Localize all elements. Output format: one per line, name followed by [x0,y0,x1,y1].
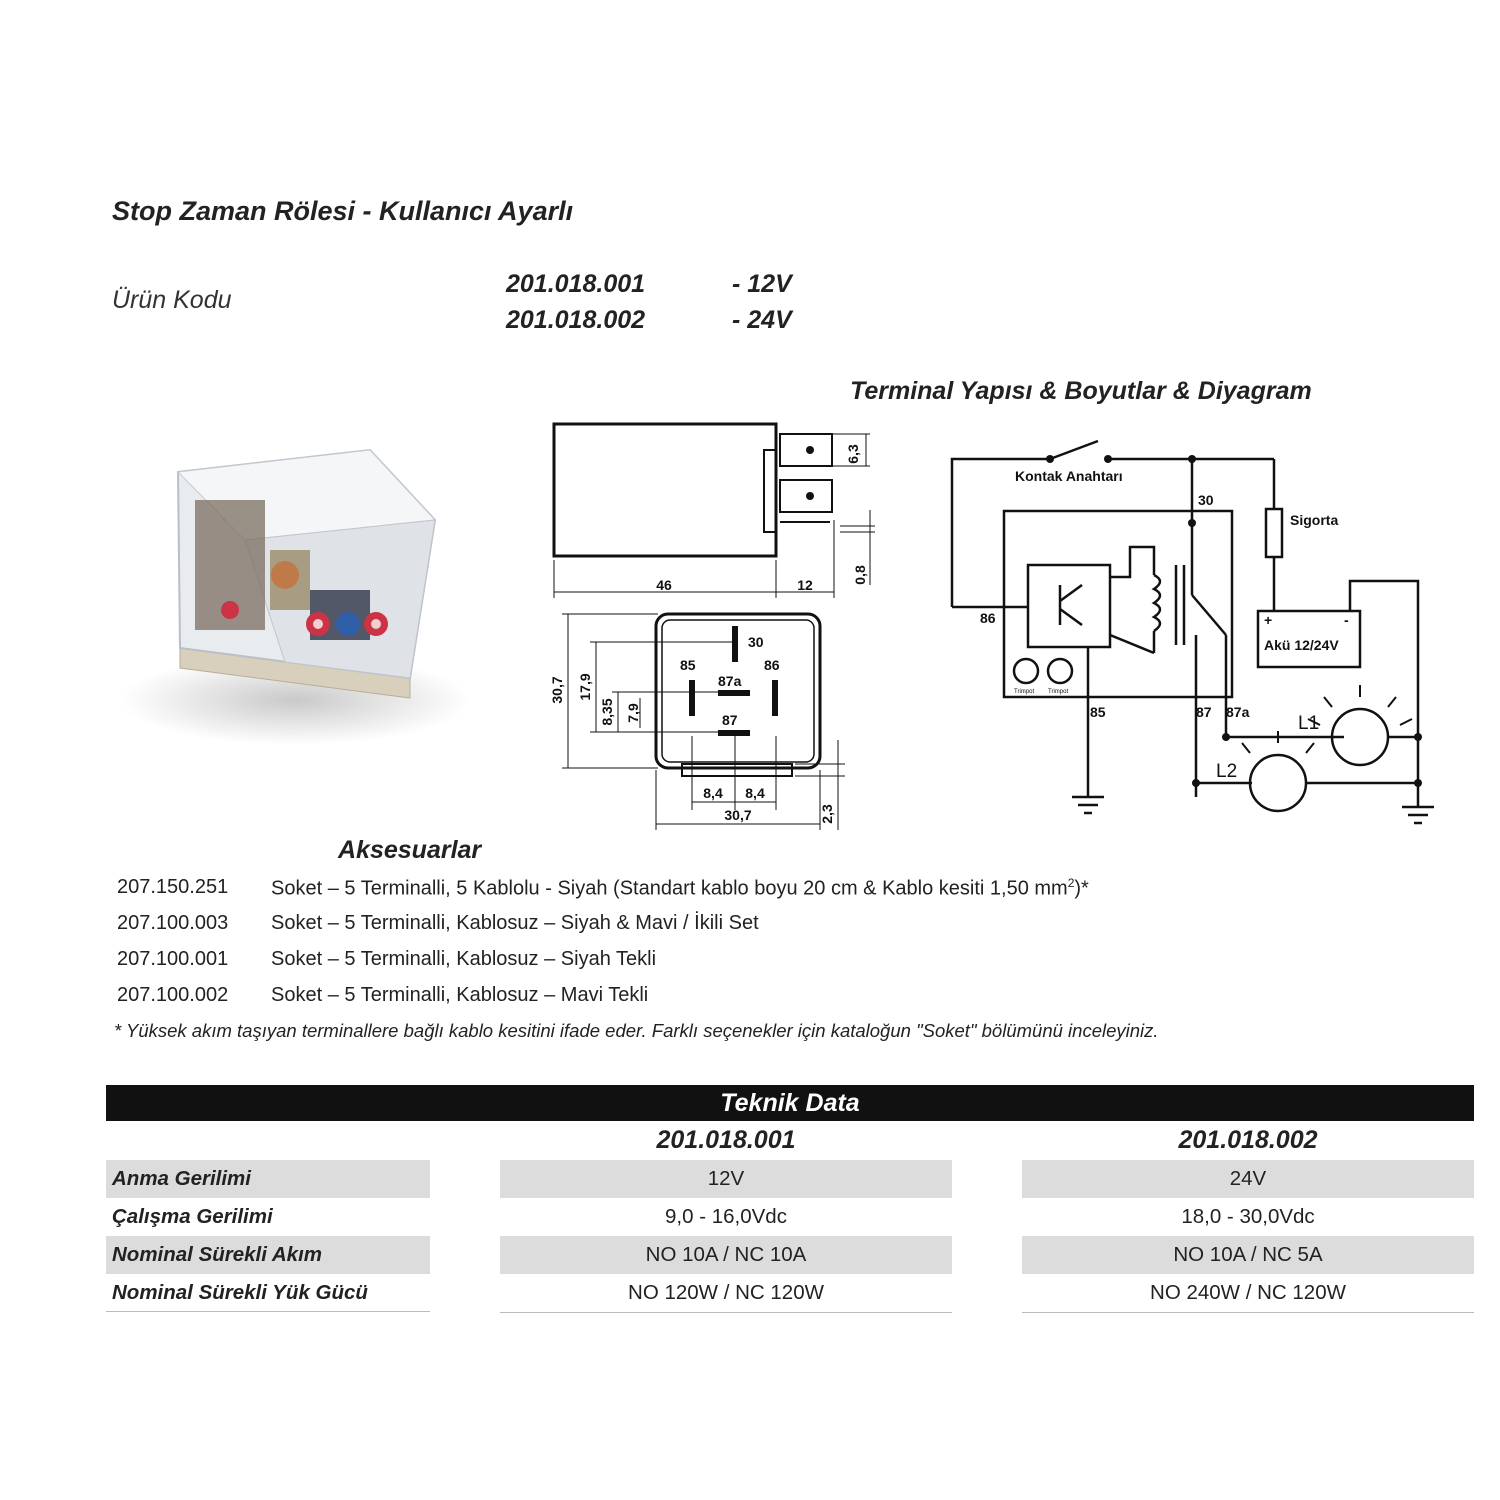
label-kontak-anahtari: Kontak Anahtarı [1015,468,1123,484]
dim-8-35: 8,35 [599,698,615,726]
tech-cell-12v: NO 120W / NC 120W [500,1274,952,1313]
tech-column-head-1: 201.018.001 [656,1126,796,1154]
product-voltage-2: - 24V [732,306,792,334]
tech-data-header-bar [106,1085,1474,1121]
dim-2-3: 2,3 [819,804,835,824]
diagram-title: Terminal Yapısı & Boyutlar & Diyagram [850,377,1312,405]
label-lamp-l1: L1 [1298,713,1320,734]
product-voltage-1: - 12V [732,270,792,298]
label-aku: Akü 12/24V [1264,637,1339,653]
terminal-86: 86 [764,657,780,673]
tech-cell-12v: NO 10A / NC 10A [500,1236,952,1274]
accessory-desc: Soket – 5 Terminalli, Kablosuz – Siyah Tekli [271,948,657,970]
page-title: Stop Zaman Rölesi - Kullanıcı Ayarlı [112,196,574,226]
label-battery-plus: + [1264,612,1273,628]
tech-row-label: Çalışma Gerilimi [112,1205,273,1228]
product-code-2: 201.018.002 [506,306,646,334]
tech-cell-12v: 12V [500,1160,952,1198]
tech-column-head-2: 201.018.002 [1178,1126,1318,1154]
accessory-desc: Soket – 5 Terminalli, Kablosuz – Mavi Tekli [271,984,649,1006]
terminal-85: 85 [680,657,696,673]
accessory-desc: Soket – 5 Terminalli, Kablosuz – Siyah & Mavi / İkili Set [271,912,759,934]
product-code-label: Ürün Kodu [112,286,232,314]
label-node-85: 85 [1090,704,1106,720]
tech-row-label: Nominal Sürekli Yük Gücü [106,1274,430,1312]
tech-cell-24v: NO 10A / NC 5A [1022,1236,1474,1274]
dim-8-4-b: 8,4 [745,785,765,801]
relay-product-photo [110,400,480,840]
accessory-code: 207.100.001 [117,948,229,970]
label-node-30: 30 [1198,492,1214,508]
dim-6-3: 6,3 [845,444,861,464]
dimension-drawing [540,410,900,840]
dim-30-7-width: 30,7 [724,807,752,823]
dim-30-7-height: 30,7 [549,676,565,704]
label-battery-minus: - [1344,612,1349,628]
label-sigorta: Sigorta [1290,512,1339,528]
tech-data-title: Teknik Data [720,1089,860,1117]
accessory-code: 207.100.003 [117,912,229,934]
product-code-1: 201.018.001 [506,270,646,298]
dim-8-4-a: 8,4 [703,785,723,801]
dim-12: 12 [797,577,813,593]
circuit-diagram [940,425,1460,830]
terminal-87: 87 [722,712,738,728]
accessories-footnote: * Yüksek akım taşıyan terminallere bağlı kablo kesitini ifade eder. Farklı seçenekler için kataloğun "Soket" bölümünü inceleyiniz. [114,1020,1159,1041]
label-node-87: 87 [1196,704,1212,720]
accessory-code: 207.100.002 [117,984,229,1006]
dim-7-9: 7,9 [625,703,641,723]
label-node-87a: 87a [1226,704,1250,720]
tech-cell-24v: 18,0 - 30,0Vdc [1181,1205,1315,1228]
dim-17-9: 17,9 [577,673,593,701]
label-trimpot-1: Trimpot [1014,689,1035,695]
label-trimpot-2: Trimpot [1048,689,1069,695]
tech-cell-24v: NO 240W / NC 120W [1022,1274,1474,1313]
accessory-desc: Soket – 5 Terminalli, 5 Kablolu - Siyah (Standart kablo boyu 20 cm & Kablo kesiti 1,50 $mm^2)*$ [271,876,1089,900]
tech-row-label: Anma Gerilimi [106,1160,430,1198]
tech-cell-24v: 24V [1022,1160,1474,1198]
dim-0-8: 0,8 [852,565,868,585]
terminal-87a: 87a [718,673,742,689]
side-view-outline [554,424,776,556]
terminal-30: 30 [748,634,764,650]
accessories-title: Aksesuarlar [338,836,482,864]
dim-46: 46 [656,577,672,593]
tech-cell-12v: 9,0 - 16,0Vdc [665,1205,787,1228]
label-node-86: 86 [980,610,996,626]
tech-row-label: Nominal Sürekli Akım [106,1236,430,1274]
accessory-code: 207.150.251 [117,876,229,898]
label-lamp-l2: L2 [1216,761,1238,782]
